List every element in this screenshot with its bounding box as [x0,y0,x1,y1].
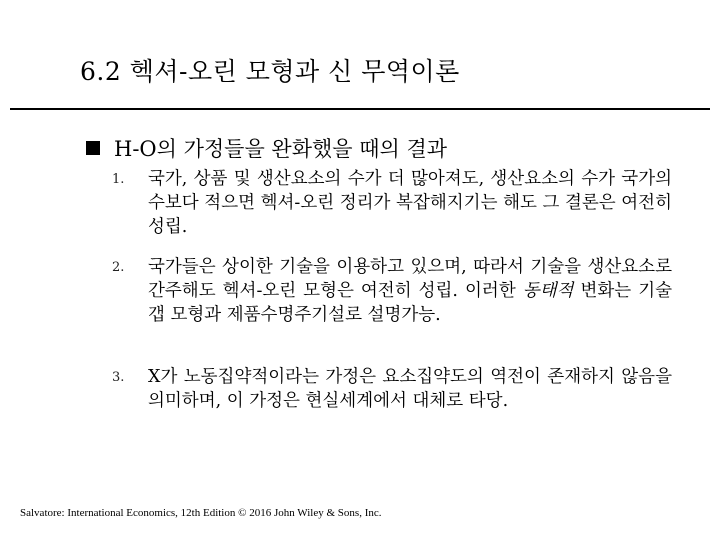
item-text: 국가, 상품 및 생산요소의 수가 더 많아져도, 생산요소의 수가 국가의 수보다 적으면 헥셔-오린 정리가 복잡해지기는 해도 그 결론은 여전히 성립. [148,169,672,237]
item-number: 3. [112,370,125,385]
item-number: 1. [112,172,125,187]
square-bullet-icon [86,141,100,155]
item-text: X가 노동집약적이라는 가정은 요소집약도의 역전이 존재하지 않음을 의미하며, 이 가정은 현실세계에서 대체로 타당. [148,367,672,411]
item-text-part: 변화는 기술 갭 모형과 제품수명주기설로 설명가능. [148,281,672,325]
list-item [112,365,672,413]
bullet-heading: H-O의 가정들을 완화했을 때의 결과 [114,137,448,161]
main-bullet [86,133,447,163]
item-text [148,255,672,327]
slide-title: 6.2 헥셔-오린 모형과 신 무역이론 [80,57,460,86]
item-text-part: 국가들은 상이한 기술을 이용하고 있으며, 따라서 기술을 생산요소로 간주해도 헥셔-오린 모형은 여전히 성립. 이러한 [148,257,672,301]
list-item [112,255,672,327]
list-item [112,167,672,239]
item-text-italic: 동태적 [522,281,574,301]
footer-citation: Salvatore: International Economics, 12th Edition © 2016 John Wiley & Sons, Inc. [20,507,382,519]
title-divider [10,108,710,110]
item-number: 2. [112,260,125,275]
